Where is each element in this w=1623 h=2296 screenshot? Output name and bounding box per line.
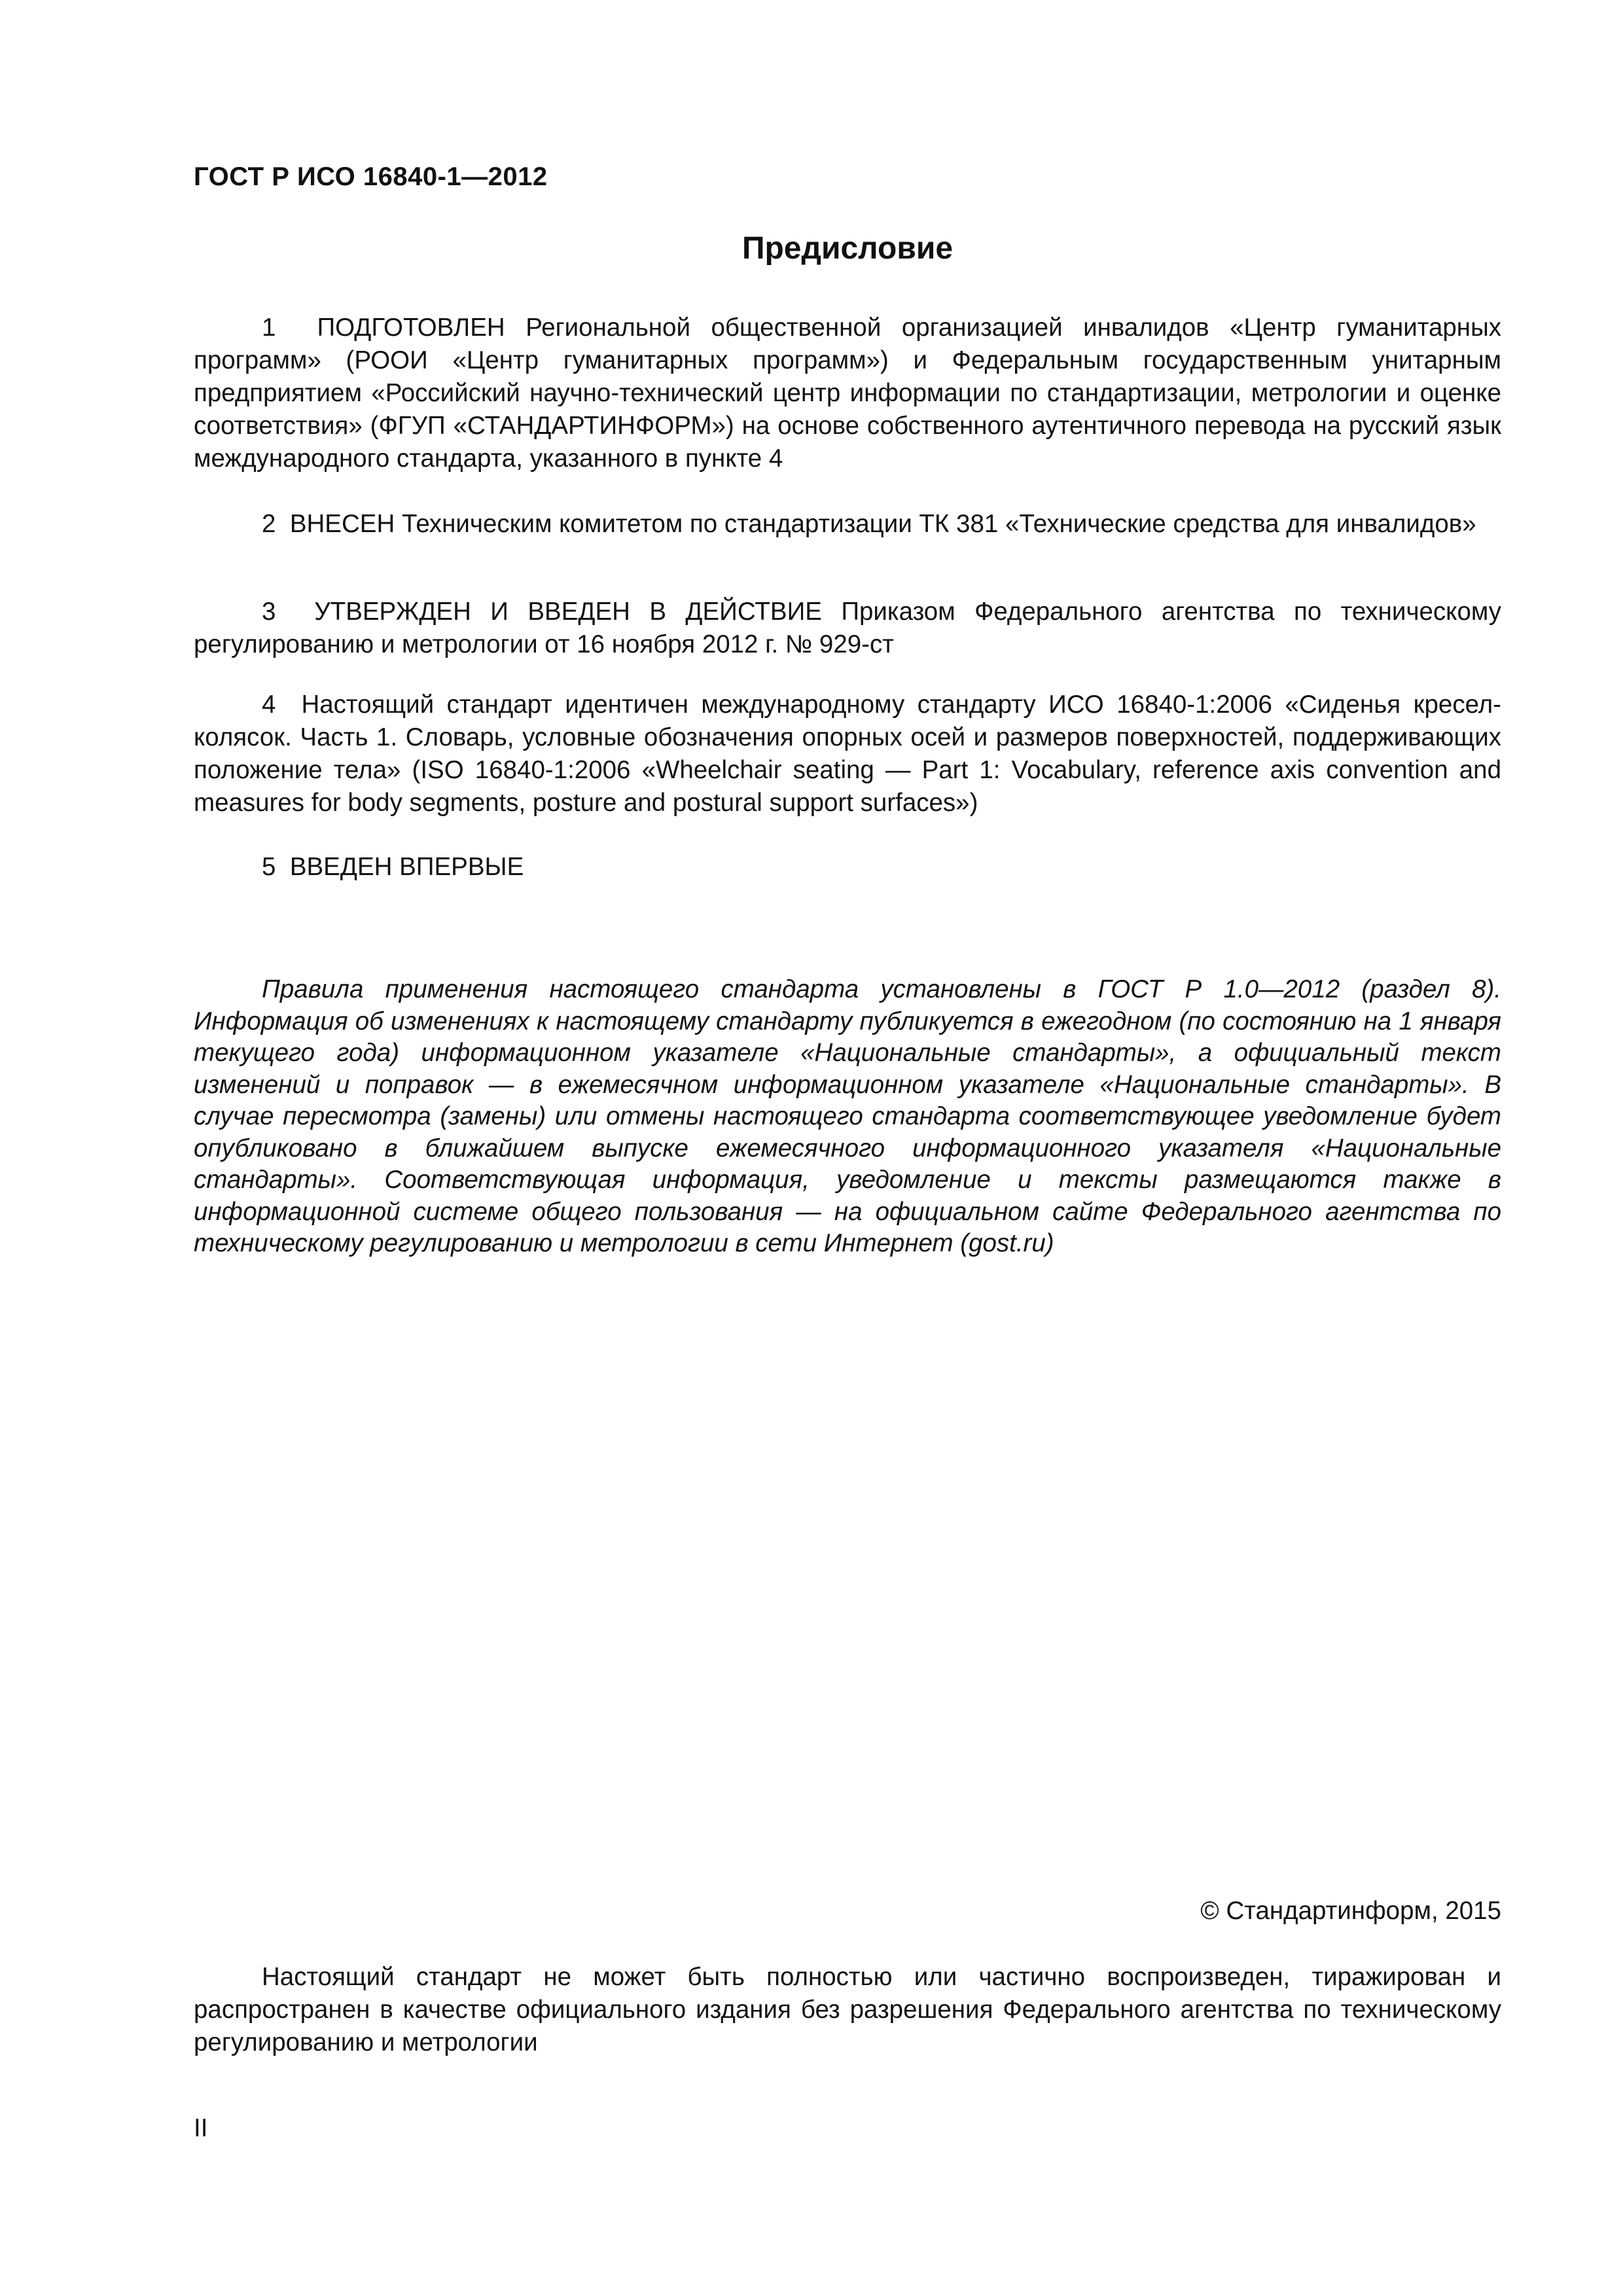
document-code: ГОСТ Р ИСО 16840-1—2012 xyxy=(194,162,548,191)
page-number: II xyxy=(194,2114,208,2142)
item-text: Региональной общественной организацией инвалидов «Центр гуманитарных программ» (РООИ «Центр гуманитарных программ») и Федеральным государственным унитарным предприятием «Российский научно-технический центр информации по стандартизации, метрологии и оценке соответствия» (ФГУП «СТАНДАРТИНФОРМ») на основе собственного аутентичного перевода на русский язык международного стандарта, указанного в пункте 4 xyxy=(194,314,1501,473)
item-number: 5 xyxy=(262,853,276,881)
copyright-line: © Стандартинформ, 2015 xyxy=(1200,1897,1501,1925)
foreword-item-5 xyxy=(194,851,1501,884)
item-text: Приказом Федерального агентства по техническому регулированию и метрологии от 16 ноября 2012 г. № 929-ст xyxy=(194,598,1502,658)
item-number: 3 xyxy=(262,598,276,626)
item-label: ВНЕСЕН xyxy=(289,510,395,538)
foreword-item-3 xyxy=(194,596,1501,661)
item-number: 1 xyxy=(262,314,276,342)
reproduction-rights-notice: Настоящий стандарт не может быть полностью или частично воспроизведен, тиражирован и распространен в качестве официального издания без разрешения Федерального агентства по техническому регулированию и метрологии xyxy=(194,1963,1501,2056)
item-label: ВВЕДЕН ВПЕРВЫЕ xyxy=(289,853,524,881)
application-rules-notice: Правила применения настоящего стандарта установлены в ГОСТ Р 1.0—2012 (раздел 8). Информация об изменениях к настоящему стандарту публикуется в ежегодном (по состоянию на 1 января текущего года) информационном указателе «Национальные стандарты», а официальный текст изменений и поправок — в ежемесячном информационном указателе «Национальные стандарты». В случае пересмотра (замены) или отмены настоящего стандарта соответствующее уведомление будет опубликовано в ближайшем выпуске ежемесячного информационного указателя «Национальные стандарты». Соответствующая информация, уведомление и тексты размещаются также в информационной системе общего пользования — на официальном сайте Федерального агентства по техническому регулированию и метрологии в сети Интернет (gost.ru) xyxy=(194,975,1501,1257)
item-label: ПОДГОТОВЛЕН xyxy=(317,314,505,342)
item-text: Техническим комитетом по стандартизации ТК 381 «Технические средства для инвалидов» xyxy=(401,510,1476,538)
item-text: Настоящий стандарт идентичен международному стандарту ИСО 16840-1:2006 «Сиденья кресел-колясок. Часть 1. Словарь, условные обозначения опорных осей и размеров поверхностей, поддерживающих положение тела» (ISO 16840-1:2006 «Wheelchair seating — Part 1: Vocabulary, reference axis convention and measures for body segments, posture and postural support surfaces») xyxy=(194,691,1501,817)
foreword-item-4 xyxy=(194,689,1501,819)
item-label: УТВЕРЖДЕН И ВВЕДЕН В ДЕЙСТВИЕ xyxy=(314,598,822,626)
item-number: 2 xyxy=(262,510,276,538)
page-title: Предисловие xyxy=(741,231,954,266)
foreword-item-1 xyxy=(194,312,1501,475)
foreword-item-2 xyxy=(194,508,1501,541)
item-number: 4 xyxy=(262,691,276,719)
